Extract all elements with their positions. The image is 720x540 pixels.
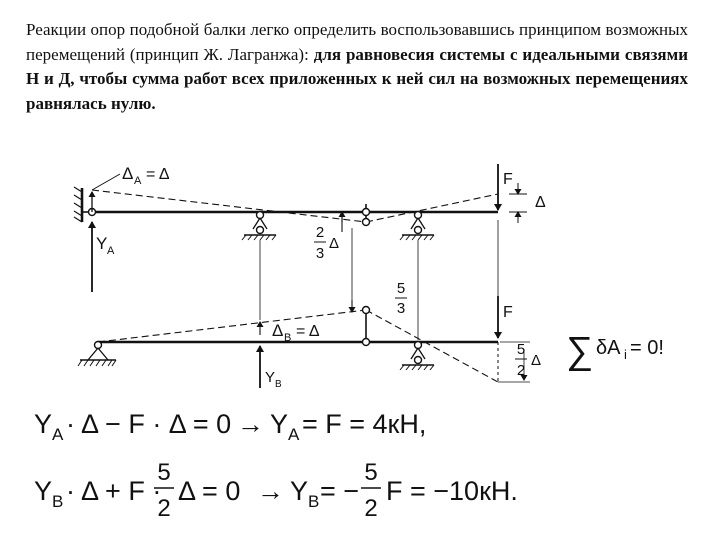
delta-label-right: Δ xyxy=(535,194,546,211)
equation-2 xyxy=(34,459,518,522)
yb-subscript: B xyxy=(275,379,282,390)
eq1-rhs-subscript: A xyxy=(288,425,300,444)
eq1-rhs-y: Y xyxy=(270,409,289,439)
projection-lines xyxy=(260,220,498,340)
eq1-arrow: → xyxy=(237,409,264,439)
yb-label: Y xyxy=(265,369,276,386)
displacement-line-2 xyxy=(366,194,498,222)
equation-1 xyxy=(34,409,426,444)
ya-label: Y xyxy=(96,234,108,253)
eq2-yb-subscript: B xyxy=(52,492,64,511)
delta-b-equals: = Δ xyxy=(296,323,320,340)
displacement-line-1 xyxy=(92,190,366,222)
fraction-denominator-3: 3 xyxy=(315,245,325,262)
hinge-1-top xyxy=(363,209,370,216)
eq2-rhs-subscript: B xyxy=(308,492,320,511)
sum-body: δA xyxy=(596,337,621,359)
eq1-lhs: · Δ − F · Δ = 0 xyxy=(66,409,232,439)
diagram-1 xyxy=(74,164,527,292)
displacement-line-4 xyxy=(366,310,498,382)
right-fraction-denominator: 2 xyxy=(516,362,526,379)
paragraph-part-bold: для равновесия системы с идеальными связями Н и Д, чтобы сумма работ всех приложенных к ней сил на возможных перемещениях равнялась нулю. xyxy=(26,44,688,113)
fraction-numerator-2: 2 xyxy=(315,224,325,241)
right-fraction-numerator: 5 xyxy=(516,341,526,358)
delta-b-symbol: Δ xyxy=(272,321,284,340)
displacement-line-3 xyxy=(98,310,366,342)
eq2-yb: Y xyxy=(34,476,53,506)
eq2-rhs-frac-denominator: 2 xyxy=(364,495,378,522)
delta-a-equals: = Δ xyxy=(146,166,170,183)
sum-subscript: i xyxy=(624,347,627,362)
hinge-1-bottom xyxy=(363,219,370,226)
hinge-2-top xyxy=(363,307,370,314)
eq2-frac-numerator: 5 xyxy=(157,459,171,486)
eq2-frac-denominator: 2 xyxy=(157,495,171,522)
roller-support-1 xyxy=(242,212,276,241)
ya-subscript: A xyxy=(107,245,115,257)
eq1-ya-subscript: A xyxy=(52,425,64,444)
eq2-lhs-tail: Δ = 0 xyxy=(178,476,241,506)
force-f-label-2: F xyxy=(503,304,513,321)
paragraph-part-regular: Реакции опор подобной балки легко определить воспользовавшись принципом возможных перемещений (принцип Ж. Лагранжа): xyxy=(26,20,688,64)
eq2-rhs-frac-numerator: 5 xyxy=(364,459,378,486)
eq2-rhs-y: Y xyxy=(290,476,309,506)
eq2-arrow: → xyxy=(257,476,284,506)
sigma-symbol: ∑ xyxy=(566,330,594,372)
eq2-rhs-tail: F = −10кН. xyxy=(386,476,518,506)
roller-support-3 xyxy=(400,342,434,371)
eq1-rhs: = F = 4кН, xyxy=(302,409,427,439)
fraction-numerator-5: 5 xyxy=(396,280,406,297)
roller-support-2 xyxy=(400,212,434,241)
hinge-2-bottom xyxy=(363,339,370,346)
eq2-rhs-eq: = − xyxy=(320,476,360,506)
delta-a-subscript: A xyxy=(134,175,142,187)
diagram-2-labels xyxy=(265,280,541,390)
virtual-work-sum xyxy=(566,330,664,372)
right-fraction-delta: Δ xyxy=(531,352,542,369)
force-f-label-1: F xyxy=(503,171,513,188)
delta-b-subscript: B xyxy=(284,332,292,344)
fraction-delta-symbol: Δ xyxy=(329,235,340,252)
eq1-ya: Y xyxy=(34,409,53,439)
eq2-lhs: · Δ + F · xyxy=(66,476,162,506)
diagram-2 xyxy=(78,296,530,388)
fraction-denominator-3b: 3 xyxy=(396,300,406,317)
delta-a-symbol: Δ xyxy=(122,164,134,183)
sum-tail: = 0! xyxy=(630,337,664,359)
pin-support-left xyxy=(78,342,116,367)
